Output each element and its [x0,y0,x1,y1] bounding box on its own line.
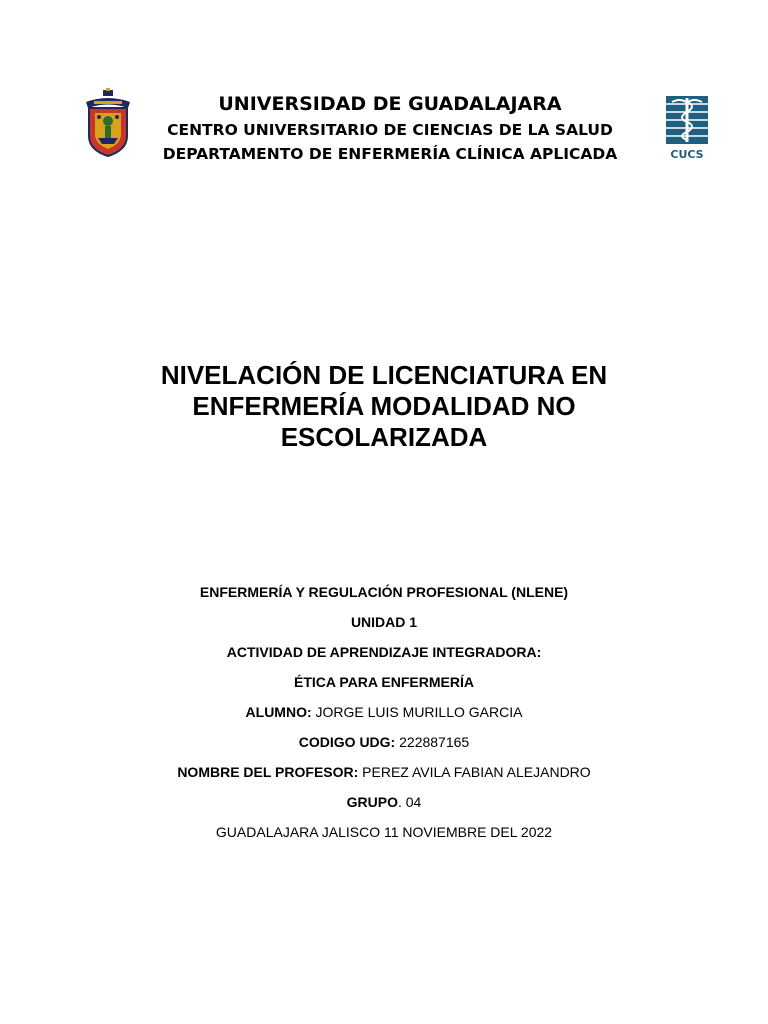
unit-label: UNIDAD 1 [350,614,418,630]
code-label: CODIGO UDG: [298,734,396,750]
university-name: UNIVERSIDAD DE GUADALAJARA [218,93,562,115]
assignment-details [84,582,684,852]
center-name: CENTRO UNIVERSITARIO DE CIENCIAS DE LA SALUD [167,121,613,139]
professor-label: NOMBRE DEL PROFESOR: [177,764,359,780]
title-line-1: NIVELACIÓN DE LICENCIATURA EN [160,360,608,390]
department-name: DEPARTAMENTO DE ENFERMERÍA CLÍNICA APLICADA [162,145,618,163]
group-label: GRUPO [346,794,398,810]
group-row [84,792,684,822]
udg-coat-of-arms-icon [84,88,132,158]
activity-label: ACTIVIDAD DE APRENDIZAJE INTEGRADORA: [226,644,542,660]
title-line-2: ENFERMERÍA MODALIDAD NO [192,391,576,421]
professor-value: PEREZ AVILA FABIAN ALEJANDRO [358,764,591,780]
course-name: ENFERMERÍA Y REGULACIÓN PROFESIONAL (NLENE) [199,584,569,600]
institution-header [150,90,630,166]
code-row [84,732,684,762]
student-label: ALUMNO: [245,704,312,720]
title-line-3: ESCOLARIZADA [280,422,488,452]
place-date: GUADALAJARA JALISCO 11 NOVIEMBRE DEL 2022 [215,824,553,840]
cucs-logo-icon [664,94,710,162]
cucs-logo-text: CUCS [670,148,704,161]
code-value: 222887165 [395,734,470,750]
document-title [120,360,648,453]
student-value: JORGE LUIS MURILLO GARCIA [311,704,523,720]
student-row [84,702,684,732]
topic-label: ÉTICA PARA ENFERMERÍA [294,674,474,690]
group-value: . 04 [397,794,422,810]
professor-row [84,762,684,792]
